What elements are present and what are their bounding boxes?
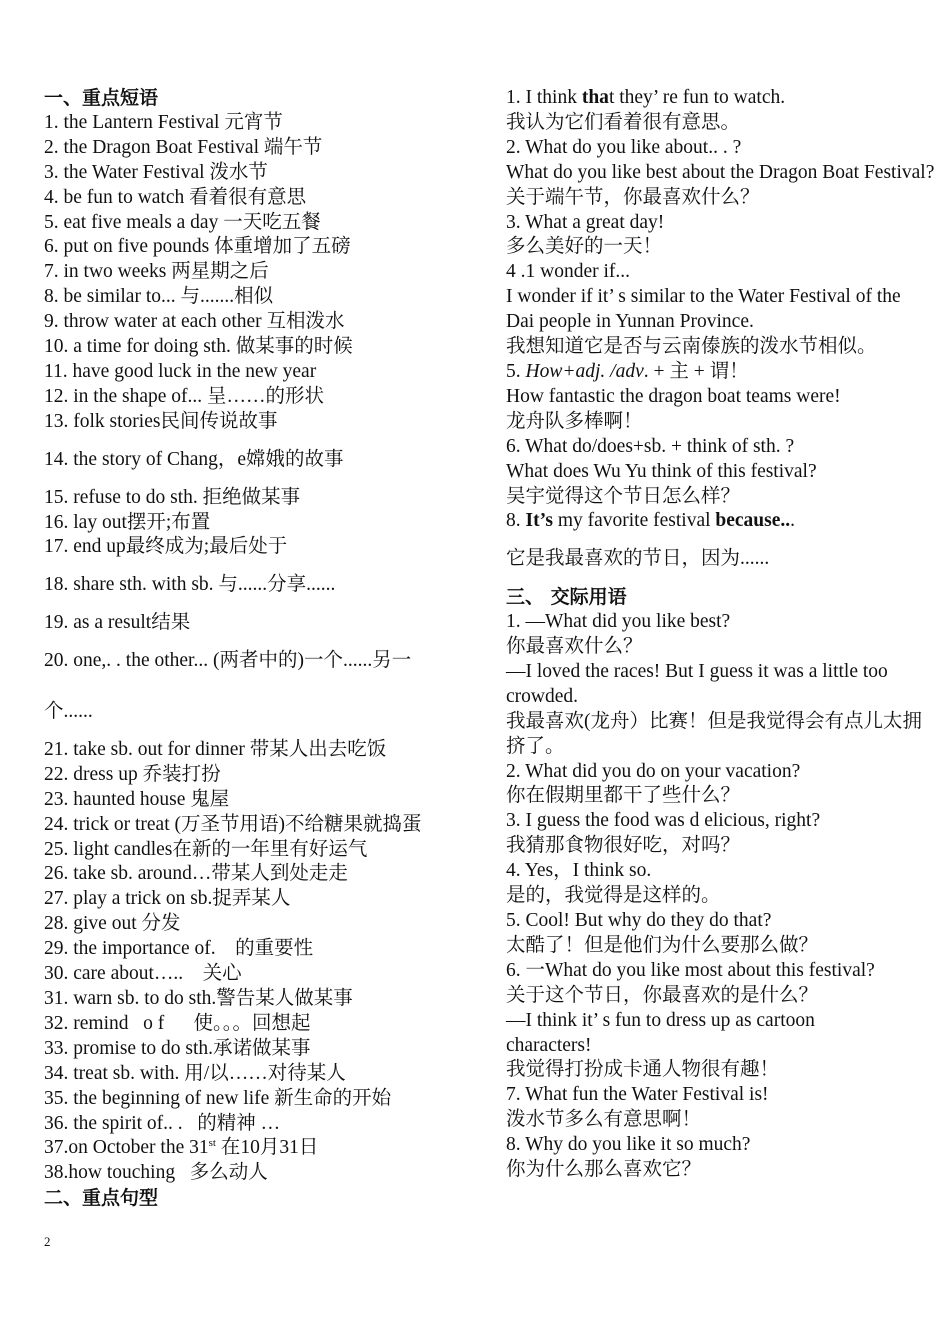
phrase-item: 17. end up最终成为;最后处于 <box>44 536 288 558</box>
sentence-5-example: How fantastic the dragon boat teams were! <box>506 385 841 407</box>
sentence-2-translation: 关于端午节，你最喜欢什么？ <box>506 186 760 208</box>
left-column <box>44 86 474 1211</box>
section-heading-phrases: 一、重点短语 <box>44 87 159 109</box>
sentence-8-part: . <box>790 510 796 532</box>
phrase-item: 10. a time for doing sth. 做某事的时候 <box>44 336 353 358</box>
phrase-37-zh: 在10月31日 <box>215 1137 319 1159</box>
dialogue-line: 我猜那食物很好吃，对吗？ <box>506 835 741 857</box>
phrase-item: 5. eat five meals a day 一天吃五餐 <box>44 211 321 233</box>
phrase-item: 34. treat sb. with. 用/以……对待某人 <box>44 1062 346 1084</box>
dialogue-line: 5. Cool! But why do they do that? <box>506 910 772 931</box>
phrase-item: 12. in the shape of... 呈……的形状 <box>44 385 325 407</box>
dialogue-line: 2. What did you do on your vacation? <box>506 760 801 782</box>
phrase-item-38: 38.how touching 多么动人 <box>44 1162 268 1184</box>
sentence-5-translation: 龙舟队多棒啊！ <box>506 410 643 432</box>
dialogue-line: 泼水节多么有意思啊！ <box>506 1109 702 1131</box>
sentence-2-example: What do you like best about the Dragon Boat Festival? <box>506 161 935 183</box>
dialogue-line: 关于这个节日，你最喜欢的是什么？ <box>506 984 819 1006</box>
dialogue-line: 6. 一What do you like most about this festival? <box>506 959 875 981</box>
sentence-6: 6. What do/does+sb. + think of sth. ? <box>506 435 795 457</box>
sentence-4-example-line2: Dai people in Yunnan Province. <box>506 311 754 333</box>
phrase-item: 35. the beginning of new life 新生命的开始 <box>44 1087 392 1109</box>
sentence-6-translation: 吴宇觉得这个节日怎么样？ <box>506 485 741 507</box>
right-column <box>506 86 938 1183</box>
sentence-1 <box>506 86 938 111</box>
phrase-item: 22. dress up 乔装打扮 <box>44 763 221 785</box>
phrase-item: 24. trick or treat (万圣节用语)不给糖果就捣蛋 <box>44 813 422 835</box>
phrase-item: 8. be similar to... 与.......相似 <box>44 286 274 308</box>
phrase-item: 11. have good luck in the new year <box>44 360 317 382</box>
phrase-37-text: 37.on October the 31 <box>44 1137 209 1159</box>
sentence-8-bold: because.. <box>715 510 791 532</box>
dialogue-line: 我觉得打扮成卡通人物很有趣！ <box>506 1059 780 1081</box>
dialogue-line: 8. Why do you like it so much? <box>506 1134 751 1156</box>
phrase-item: 7. in two weeks 两星期之后 <box>44 261 269 283</box>
phrase-item: 3. the Water Festival 泼水节 <box>44 161 268 183</box>
phrase-item: 1. the Lantern Festival 元宵节 <box>44 111 283 133</box>
dialogue-line: —I think it’ s fun to dress up as cartoon characters! <box>506 1009 815 1056</box>
phrase-item: 9. throw water at each other 互相泼水 <box>44 311 345 333</box>
phrase-item: 18. share sth. with sb. 与......分享...... <box>44 574 336 596</box>
phrase-item: 28. give out 分发 <box>44 913 181 935</box>
phrase-item: 26. take sb. around…带某人到处走走 <box>44 863 348 885</box>
phrase-item: 个...... <box>44 701 93 723</box>
sentence-5 <box>506 360 938 385</box>
phrase-item: 21. take sb. out for dinner 带某人出去吃饭 <box>44 738 387 760</box>
sentence-5-part: 5. <box>506 360 526 382</box>
phrase-item: 16. lay out摆开;布置 <box>44 511 211 533</box>
dialogue-line: 你最喜欢什么？ <box>506 636 643 658</box>
sentence-6-example: What does Wu Yu think of this festival? <box>506 460 817 482</box>
sentence-8-translation: 它是我最喜欢的节日，因为...... <box>506 548 770 570</box>
sentence-1-part: t they’ re fun to watch. <box>608 87 786 108</box>
sentence-4: 4 .1 wonder if... <box>506 261 631 283</box>
phrase-item: 36. the spirit of.. . 的精神 … <box>44 1112 281 1134</box>
sentence-8-bold: It’s <box>525 510 553 532</box>
phrase-item: 13. folk stories民间传说故事 <box>44 410 278 432</box>
phrase-item: 15. refuse to do sth. 拒绝做某事 <box>44 486 301 508</box>
section-heading-sentences: 二、重点句型 <box>44 1187 159 1210</box>
phrase-item: 27. play a trick on sb.捉弄某人 <box>44 888 291 910</box>
sentence-5-italic: How+adj. /adv <box>525 360 644 382</box>
dialogue-line: 你在假期里都干了些什么？ <box>506 785 741 807</box>
phrase-item: 23. haunted house 鬼屋 <box>44 788 230 810</box>
phrase-37-superscript: st <box>208 1137 216 1150</box>
phrase-item: 31. warn sb. to do sth.警告某人做某事 <box>44 988 353 1009</box>
sentence-1-bold: tha <box>581 87 609 108</box>
phrase-item: 14. the story of Chang，e嫦娥的故事 <box>44 448 344 470</box>
dialogue-line: 3. I guess the food was d elicious, right? <box>506 810 821 832</box>
sentence-4-translation: 我想知道它是否与云南傣族的泼水节相似。 <box>506 336 877 358</box>
sentence-3-translation: 多么美好的一天！ <box>506 236 663 258</box>
dialogue-line: 太酷了！但是他们为什么要那么做？ <box>506 934 819 956</box>
sentence-4-example-line1: I wonder if it’ s similar to the Water Festival of the <box>506 286 901 308</box>
phrase-item: 30. care about….. 关心 <box>44 963 242 985</box>
phrase-item: 4. be fun to watch 看着很有意思 <box>44 186 307 208</box>
sentence-8-part: 8. <box>506 510 526 532</box>
phrase-item: 32. remind o f 使。。。回想起 <box>44 1012 311 1034</box>
sentence-8 <box>506 509 938 534</box>
dialogue-line: —I loved the races! But I guess it was a little too crowded. <box>506 660 888 707</box>
phrase-item: 29. the importance of. 的重要性 <box>44 938 314 960</box>
dialogue-line: 是的，我觉得是这样的。 <box>506 885 721 907</box>
sentence-5-part: . + 主 + 谓！ <box>643 360 749 382</box>
phrase-item: 20. one,. . the other... (两者中的)一个......另一 <box>44 650 412 672</box>
phrase-item: 33. promise to do sth.承诺做某事 <box>44 1037 311 1059</box>
dialogue-line: 4. Yes，I think so. <box>506 860 652 882</box>
dialogue-line: 7. What fun the Water Festival is! <box>506 1084 769 1106</box>
sentence-3: 3. What a great day! <box>506 211 665 233</box>
section-heading-communication: 三、 交际用语 <box>506 586 627 609</box>
sentence-1-translation: 我认为它们看着很有意思。 <box>506 111 741 133</box>
page-number: 2 <box>44 1234 51 1249</box>
sentence-1-part: 1. I think <box>506 87 582 108</box>
phrase-item: 25. light candles在新的一年里有好运气 <box>44 838 368 860</box>
dialogue-line: 1. —What did you like best? <box>506 611 731 633</box>
sentence-2: 2. What do you like about.. . ? <box>506 136 742 158</box>
phrase-item: 19. as a result结果 <box>44 612 191 634</box>
phrase-item: 6. put on five pounds 体重增加了五磅 <box>44 236 351 258</box>
phrase-item: 2. the Dragon Boat Festival 端午节 <box>44 136 323 158</box>
sentence-8-part: my favorite festival <box>552 510 716 532</box>
phrase-item-37 <box>44 1136 474 1161</box>
dialogue-line: 我最喜欢(龙舟）比赛！但是我觉得会有点儿太拥挤了。 <box>506 710 922 757</box>
dialogue-line: 你为什么那么喜欢它？ <box>506 1159 702 1181</box>
